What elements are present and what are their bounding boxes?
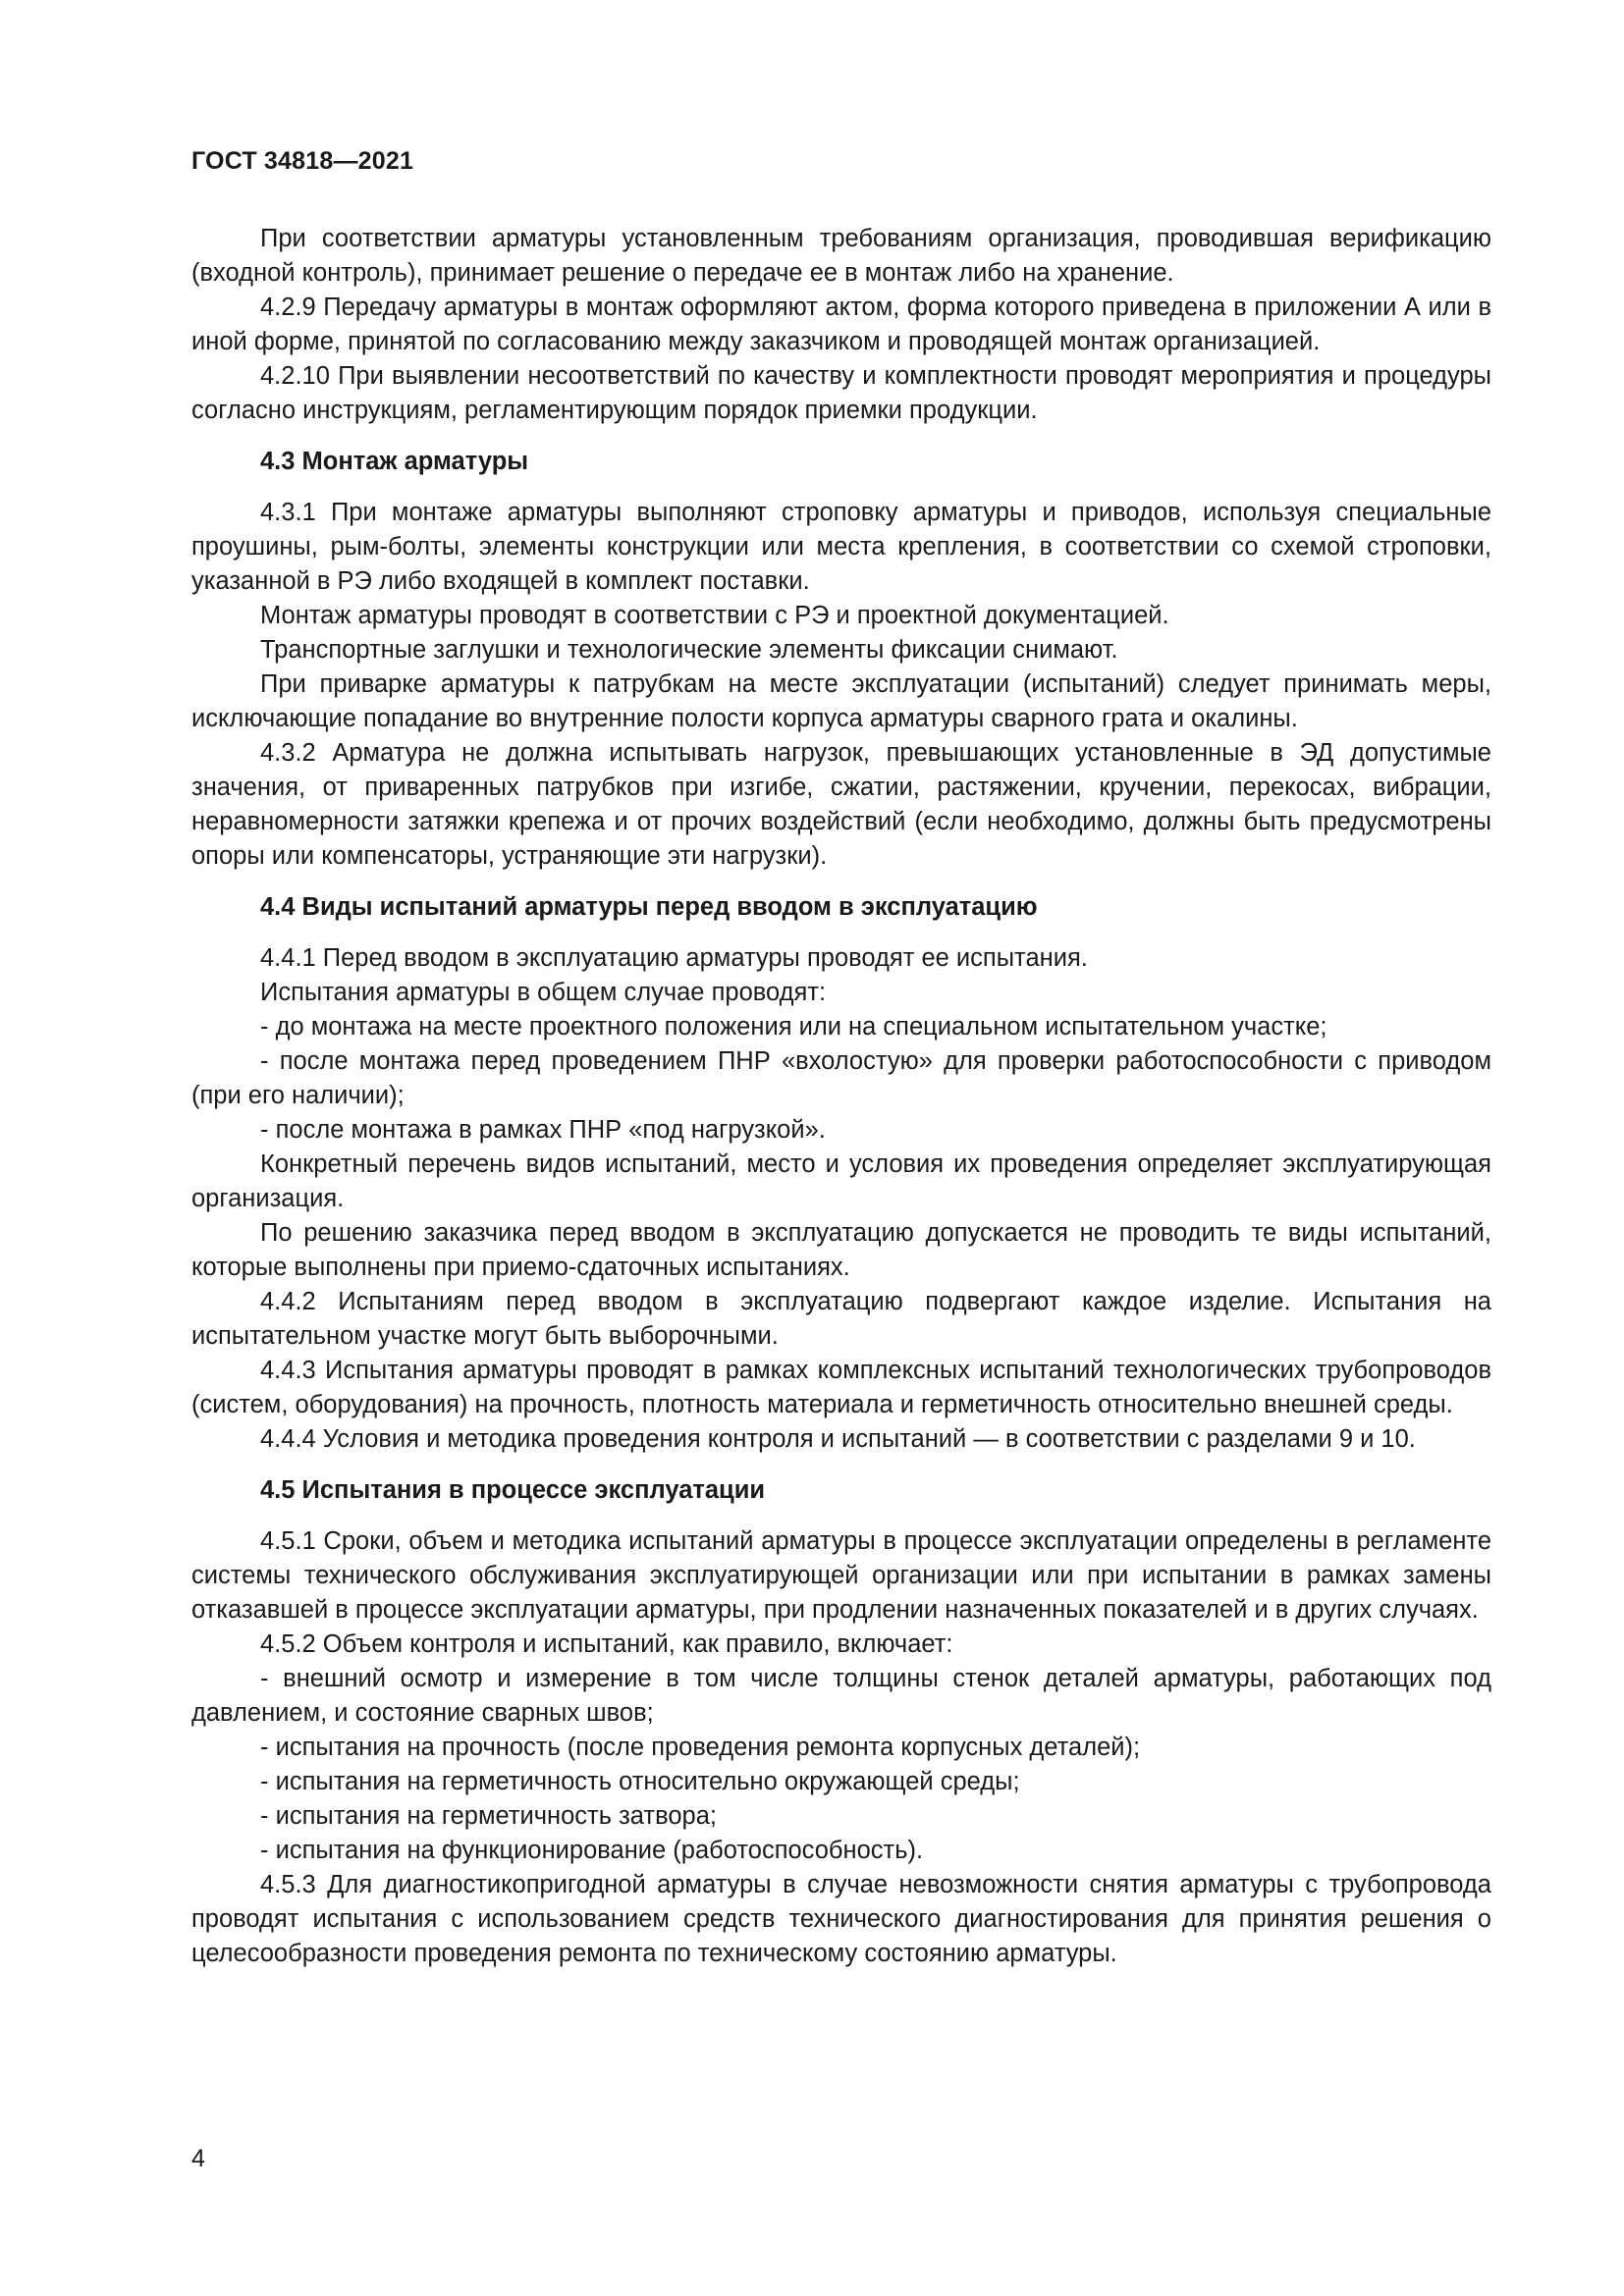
list-item: - после монтажа перед проведением ПНР «вхолостую» для проверки работоспособности с приводом (при его наличии);	[191, 1047, 1491, 1109]
document-body	[191, 222, 1491, 1971]
paragraph: 4.4.3 Испытания арматуры проводят в рамках комплексных испытаний технологических трубопроводов (систем, оборудования) на прочность, плотность материала и герметичность относительно внешней среды.	[191, 1357, 1491, 1418]
paragraph: 4.5.1 Сроки, объем и методика испытаний арматуры в процессе эксплуатации определены в регламенте системы технического обслуживания эксплуатирующей организации или при испытании в рамках замены отказавшей в процессе эксплуатации арматуры, при продлении назначенных показателей и в других случаях.	[191, 1527, 1491, 1624]
page-number: 4	[191, 2145, 205, 2172]
paragraph: 4.3.2 Арматура не должна испытывать нагрузок, превышающих установленные в ЭД допустимые значения, от приваренных патрубков при изгибе, сжатии, растяжении, кручении, перекосах, вибрации, неравномерности затяжки крепежа и от прочих воздействий (если необходимо, должны быть предусмотрены опоры или компенсаторы, устраняющие эти нагрузки).	[191, 739, 1491, 870]
paragraph: 4.5.2 Объем контроля и испытаний, как правило, включает:	[260, 1630, 953, 1658]
list-item: - испытания на функционирование (работоспособность).	[260, 1837, 924, 1864]
paragraph: 4.4.2 Испытаниям перед вводом в эксплуатацию подвергают каждое изделие. Испытания на испытательном участке могут быть выборочными.	[191, 1288, 1491, 1350]
paragraph: Монтаж арматуры проводят в соответствии с РЭ и проектной документацией.	[260, 602, 1169, 629]
paragraph: По решению заказчика перед вводом в эксплуатацию допускается не проводить те виды испытаний, которые выполнены при приемо-сдаточных испытаниях.	[191, 1219, 1491, 1281]
section-heading: 4.4 Виды испытаний арматуры перед вводом в эксплуатацию	[260, 893, 1038, 921]
paragraph: При соответствии арматуры установленным требованиям организация, проводившая верификацию (входной контроль), принимает решение о передаче ее в монтаж либо на хранение.	[191, 225, 1491, 287]
paragraph: Испытания арматуры в общем случае проводят:	[260, 979, 827, 1006]
document-header: ГОСТ 34818—2021	[191, 147, 414, 175]
paragraph: 4.5.3 Для диагностикопригодной арматуры в случае невозможности снятия арматуры с трубопровода проводят испытания с использованием средств технического диагностирования для принятия решения о целесообразности проведения ремонта по техническому состоянию арматуры.	[191, 1871, 1491, 1967]
paragraph: Транспортные заглушки и технологические элементы фиксации снимают.	[260, 636, 1118, 664]
list-item: - испытания на герметичность относительно окружающей среды;	[260, 1768, 1020, 1795]
list-item: - после монтажа в рамках ПНР «под нагрузкой».	[260, 1116, 826, 1144]
paragraph: 4.4.4 Условия и методика проведения контроля и испытаний — в соответствии с разделами 9 и 10.	[260, 1425, 1416, 1453]
list-item: - до монтажа на месте проектного положения или на специальном испытательном участке;	[260, 1013, 1327, 1041]
paragraph: 4.2.10 При выявлении несоответствий по качеству и комплектности проводят мероприятия и процедуры согласно инструкциям, регламентирующим порядок приемки продукции.	[191, 362, 1491, 424]
paragraph: 4.4.1 Перед вводом в эксплуатацию арматуры проводят ее испытания.	[260, 944, 1088, 972]
list-item: - испытания на герметичность затвора;	[260, 1802, 717, 1830]
section-heading: 4.3 Монтаж арматуры	[260, 448, 529, 475]
paragraph: 4.3.1 При монтаже арматуры выполняют строповку арматуры и приводов, используя специальные проушины, рым-болты, элементы конструкции или места крепления, в соответствии со схемой строповки, указанной в РЭ либо входящей в комплект поставки.	[191, 499, 1491, 595]
section-heading: 4.5 Испытания в процессе эксплуатации	[260, 1476, 766, 1504]
list-item: - испытания на прочность (после проведения ремонта корпусных деталей);	[260, 1734, 1141, 1761]
list-item: - внешний осмотр и измерение в том числе толщины стенок деталей арматуры, работающих под давлением, и состояние сварных швов;	[191, 1665, 1491, 1727]
paragraph: При приварке арматуры к патрубкам на месте эксплуатации (испытаний) следует принимать меры, исключающие попадание во внутренние полости корпуса арматуры сварного грата и окалины.	[191, 670, 1491, 732]
paragraph: Конкретный перечень видов испытаний, место и условия их проведения определяет эксплуатирующая организация.	[191, 1150, 1491, 1212]
paragraph: 4.2.9 Передачу арматуры в монтаж оформляют актом, форма которого приведена в приложении А или в иной форме, принятой по согласованию между заказчиком и проводящей монтаж организацией.	[191, 294, 1491, 355]
